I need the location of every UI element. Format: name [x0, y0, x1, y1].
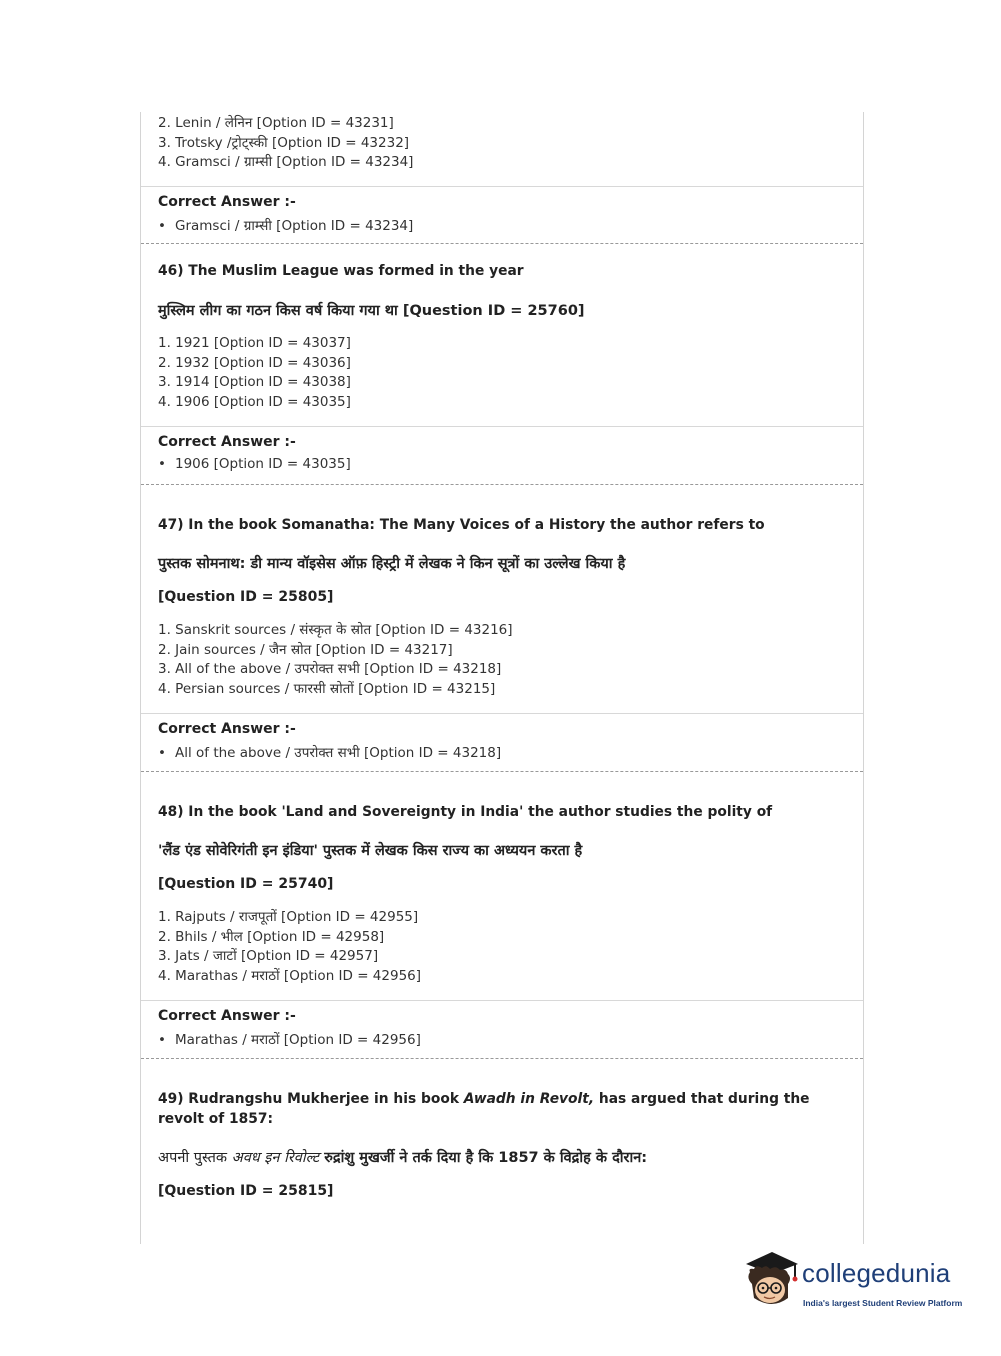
- question-separator: [141, 484, 863, 485]
- bullet-icon: •: [158, 745, 166, 761]
- option: 4. Marathas / मराठों [Option ID = 42956]: [158, 967, 422, 984]
- divider: [141, 426, 863, 427]
- question-text-hindi: मुस्लिम लीग का गठन किस वर्ष किया गया था [Question ID = 25760]: [158, 303, 585, 319]
- bullet-icon: •: [158, 218, 166, 234]
- q46-options: [158, 334, 351, 412]
- question-separator: [141, 771, 863, 772]
- brand-name: collegedunia: [802, 1258, 951, 1288]
- question-paper-frame: [140, 112, 864, 1244]
- option: 4. 1906 [Option ID = 43035]: [158, 393, 351, 410]
- option: 2. Lenin / लेनिन [Option ID = 43231]: [158, 115, 394, 131]
- correct-answer: • Gramsci / ग्राम्सी [Option ID = 43234]: [158, 218, 414, 234]
- option: 3. 1914 [Option ID = 43038]: [158, 374, 351, 390]
- mascot-icon: [742, 1250, 802, 1312]
- question-text-hindi: अपनी पुस्तक अवध इन रिवोल्ट रुद्रांशु मुखर्जी ने तर्क दिया है कि 1857 के विद्रोह के दौरान:: [158, 1150, 648, 1166]
- correct-answer-label: Correct Answer :-: [158, 721, 296, 737]
- question-text-hindi: पुस्तक सोमनाथ: डी मान्य वॉइसेस ऑफ़ हिस्ट्री में लेखक ने किन सूत्रों का उल्लेख किया है: [158, 556, 626, 572]
- correct-answer: • All of the above / उपरोक्त सभी [Option ID = 43218]: [158, 745, 502, 761]
- option: 1. Sanskrit sources / संस्कृत के स्रोत [Option ID = 43216]: [158, 622, 513, 638]
- option: 2. Bhils / भील [Option ID = 42958]: [158, 928, 385, 945]
- bullet-icon: •: [158, 456, 166, 472]
- q45-options: [158, 114, 413, 173]
- option: 3. Jats / जाटों [Option ID = 42957]: [158, 948, 379, 964]
- correct-answer: • Marathas / मराठों [Option ID = 42956]: [158, 1032, 421, 1048]
- option: 4. Gramsci / ग्राम्सी [Option ID = 43234]: [158, 154, 414, 170]
- divider: [141, 1000, 863, 1001]
- option: 2. 1932 [Option ID = 43036]: [158, 354, 351, 371]
- option: 1. 1921 [Option ID = 43037]: [158, 335, 351, 351]
- question-text-hindi: 'लैंड एंड सोवेरिगंती इन इंडिया' पुस्तक में लेखक किस राज्य का अध्ययन करता है: [158, 843, 583, 859]
- correct-answer-label: Correct Answer :-: [158, 434, 296, 450]
- bullet-icon: •: [158, 1032, 166, 1048]
- option: 3. All of the above / उपरोक्त सभी [Option ID = 43218]: [158, 661, 502, 677]
- question-separator: [141, 1058, 863, 1059]
- option: 4. Persian sources / फारसी स्रोतों [Option ID = 43215]: [158, 680, 496, 697]
- divider: [141, 186, 863, 187]
- divider: [141, 713, 863, 714]
- q47-options: [158, 621, 513, 699]
- option: 2. Jain sources / जैन स्रोत [Option ID = 43217]: [158, 641, 453, 658]
- option: 1. Rajputs / राजपूतों [Option ID = 42955]: [158, 909, 419, 925]
- brand-tagline: India's largest Student Review Platform: [803, 1298, 963, 1308]
- question-text: 46) The Muslim League was formed in the year: [158, 263, 524, 279]
- question-id: [Question ID = 25815]: [158, 1183, 334, 1199]
- correct-answer-label: Correct Answer :-: [158, 1008, 296, 1024]
- question-id: [Question ID = 25805]: [158, 589, 334, 605]
- q48-options: [158, 908, 421, 986]
- question-id: [Question ID = 25740]: [158, 876, 334, 892]
- question-text: 47) In the book Somanatha: The Many Voices of a History the author refers to: [158, 517, 765, 533]
- question-separator: [141, 243, 863, 244]
- collegedunia-logo: [742, 1248, 972, 1318]
- option: 3. Trotsky /ट्रोट्स्की [Option ID = 43232]: [158, 134, 410, 151]
- correct-answer: • 1906 [Option ID = 43035]: [158, 456, 351, 472]
- question-text: 48) In the book 'Land and Sovereignty in India' the author studies the polity of: [158, 804, 773, 820]
- question-text: 49) Rudrangshu Mukherjee in his book Awadh in Revolt, has argued that during the revolt of 1857:: [158, 1091, 810, 1127]
- correct-answer-label: Correct Answer :-: [158, 194, 296, 210]
